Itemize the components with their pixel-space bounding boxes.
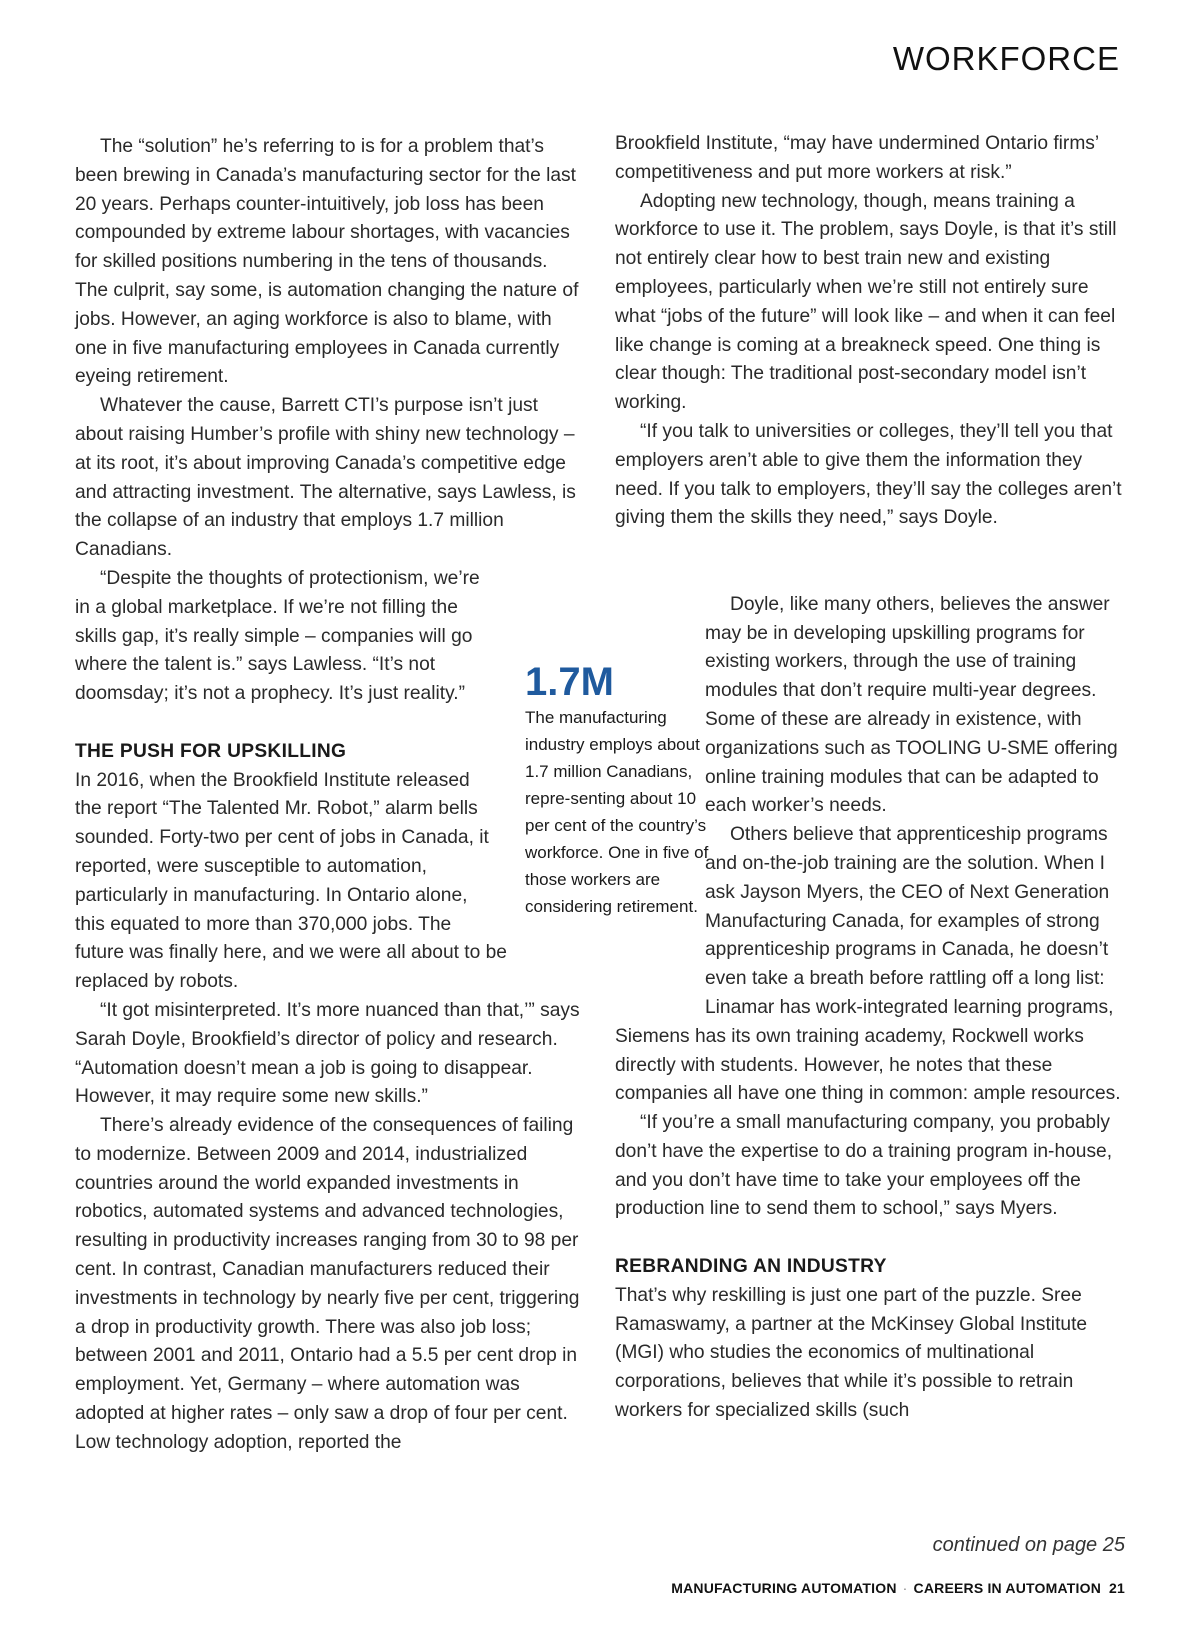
article-column-left xyxy=(75,133,585,1458)
continued-note: continued on page 25 xyxy=(932,1534,1125,1556)
footer-separator: · xyxy=(902,1580,908,1596)
paragraph: That’s why reskilling is just one part of the puzzle. Sree Ramaswamy, a partner at the McKinsey Global Institute (MGI) who studies the economics of multinational corporations, believes that while it’s possible to retrain workers for specialized skills (such xyxy=(615,1284,1088,1422)
paragraph: “If you talk to universities or colleges, they’ll tell you that employers aren’t able to give them the information they need. If you talk to employers, they’ll say the colleges aren’t giving them the skills they need,” says Doyle. xyxy=(615,420,1122,529)
section-title: WORKFORCE xyxy=(892,40,1120,77)
paragraph: “If you’re a small manufacturing company, you probably don’t have the expertise to do a training program in-house, and you don’t have time to take your employees off the production line to send them to school,” says Myers. xyxy=(615,1112,1113,1220)
paragraph: Brookfield Institute, “may have undermined Ontario firms’ competitiveness and put more workers at risk.” xyxy=(615,133,1099,183)
issue-name: CAREERS IN AUTOMATION xyxy=(913,1580,1102,1596)
paragraph: Doyle, like many others, believes the answer may be in developing upskilling programs for existing workers, through the use of training modules that don’t require multi-year degrees. Some of these are already in existence, with organizations such as TOOLING U-SME offering online training modules that can be adapted to each worker’s needs. xyxy=(615,591,1123,821)
publication-name: MANUFACTURING AUTOMATION xyxy=(671,1580,897,1596)
section-heading: THE PUSH FOR UPSKILLING xyxy=(75,740,347,762)
paragraph: “It got misinterpreted. It’s more nuanced than that,’” says Sarah Doyle, Brookfield’s director of policy and research. “Automation doesn’t mean a job is going to disappear. However, it may require some new skills.” xyxy=(75,999,580,1108)
article-column-right xyxy=(615,130,1123,1426)
callout-text: The manufacturing industry employs about 1.7 million Canadians, repre-senting about 10 per cent of the country’s workforce. One in five of those workers are considering retirement. xyxy=(525,708,709,916)
spacer xyxy=(615,1224,1123,1253)
callout-gutter-inner xyxy=(590,648,705,1022)
paragraph: There’s already evidence of the consequences of failing to modernize. Between 2009 and 2014, industrialized countries around the world expanded investments in robotics, automated systems and advanced technologies, resulting in productivity increases ranging from 30 to 98 per cent. In contrast, Canadian manufacturers reduced their investments in technology by nearly five per cent, triggering a drop in productivity growth. There was also job loss; between 2001 and 2011, Ontario had a 5.5 per cent drop in employment. Yet, Germany – where automation was adopted at higher rates – only saw a drop of four per cent. Low technology adoption, reported the xyxy=(75,1115,580,1453)
paragraph: “Despite the thoughts of protectionism, we’re in a global marketplace. If we’re not filling the skills gap, it’s really simple – companies will go where the talent is.” says Lawless. “It’s not doomsday; it’s not a prophecy. It’s just reality.” xyxy=(75,567,480,705)
section-heading: REBRANDING AN INDUSTRY xyxy=(615,1256,887,1278)
paragraph: Others believe that apprenticeship programs and on-the-job training are the solution. When I ask Jayson Myers, the CEO of Next Generation Manufacturing Canada, for examples of strong apprenticeship programs in Canada, he doesn’t even take a breath before rattling off a long list: Linamar has work-integrated learning programs, Siemens has its own training academy, Rockwell works directly with students. However, he notes that these companies all have one thing in common: ample resources. xyxy=(615,824,1121,1105)
paragraph: The “solution” he’s referring to is for a problem that’s been brewing in Canada’s manufacturing sector for the last 20 years. Perhaps counter-intuitively, job loss has been compounded by extreme labour shortages, with vacancies for skilled positions numbering in the tens of thousands. The culprit, say some, is automation changing the nature of jobs. However, an aging workforce is also to blame, with one in five manufacturing employees in Canada currently eyeing retirement. xyxy=(75,136,579,388)
callout-stat: 1.7M xyxy=(525,660,614,704)
paragraph: Adopting new technology, though, means training a workforce to use it. The problem, says Doyle, is that it’s still not entirely clear how to best train new and existing employees, particularly when we’re still not entirely sure what “jobs of the future” will look like – and when it can feel like change is coming at a breakneck speed. One thing is clear though: The traditional post-secondary model isn’t working. xyxy=(615,190,1117,414)
page-footer xyxy=(671,1580,1125,1596)
paragraph: In 2016, when the Brookfield Institute released the report “The Talented Mr. Robot,” alarm bells sounded. Forty-two per cent of jobs in Canada, it reported, were susceptible to automation, particularly in manufacturing. In Ontario alone, this equated to more than 370,000 jobs. The future was finally here, and we were all about to be replaced by robots. xyxy=(75,769,507,993)
page-number: 21 xyxy=(1109,1580,1125,1596)
paragraph: Whatever the cause, Barrett CTI’s purpose isn’t just about raising Humber’s profile with shiny new technology – at its root, it’s about improving Canada’s competitive edge and attracting investment. The alternative, says Lawless, is the collapse of an industry that employs 1.7 million Canadians. xyxy=(75,395,576,561)
